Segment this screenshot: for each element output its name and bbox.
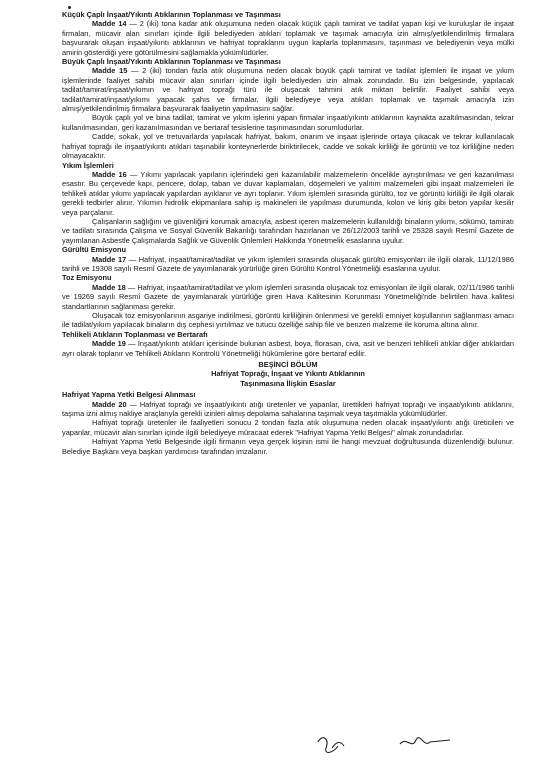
article-number: Madde 20 bbox=[92, 399, 127, 409]
paragraph bbox=[62, 113, 514, 132]
section-heading: Büyük Çaplı İnşaat/Yıkıntı Atıklarının Toplanması ve Taşınması bbox=[62, 57, 281, 67]
chapter-heading: BEŞİNCİ BÖLÜM bbox=[258, 360, 318, 370]
paragraph bbox=[62, 19, 514, 57]
paragraph-text: — Yıkımı yapılacak yapıların içlerindeki geri kazanılabilir malzemelerin öncelikle ayrıştırılması ve geri kazanılması esastır. Bu çerçevede kapı, pencere, dolap, taban ve duvar kaplamaları, döşemeleri ve yalıtım malzemeleri gibi inşaat malzemeleri ile tehlikeli atıklar yıkımı yapılacak yapılardan ayıklanır ve ayrı toplanır. Yıkım işlemleri sırasında gürültü, toz ve görüntü kirliliği ile ilgili olarak gerekli tedbirler alınır. Yıkımın hidrolik ekipmanlara sahip iş makineleri ile yapılması durumunda, kolon ve kiriş gibi beton yapılar kesilir veya parçalanır. bbox=[62, 169, 514, 217]
paragraph-text: — Hafriyat, inşaat/tamirat/tadilat ve yıkım işlemleri sırasında oluşacak toz emisyonları ile ilgili olarak, 02/11/1986 tarihli ve 19269 sayılı Resmî Gazete de yayımlanarak yürürlüğe giren Hava Kalitesinin Korunması Yönetmeliği'nde belirtilen hava kalitesi standartlarının sağlanması gerekir. bbox=[62, 282, 514, 311]
paragraph bbox=[62, 400, 514, 419]
paragraph bbox=[62, 418, 514, 437]
paragraph-text: Hafriyat Yapma Yetki Belgesinde ilgili firmanın veya gerçek kişinin ismi ile hangi mevzuat doğrultusunda düzenlendiği bulunur. Belediye Başkanı veya başkan yardımcısı tarafından imzalanır. bbox=[62, 437, 514, 456]
paragraph-text: Hafriyat toprağı üretenler ile faaliyetleri sonucu 2 tondan fazla atık oluşumuna neden olacak inşaat/yıkıntı atığı üreticileri ve yapanlar, mücavir alan sınırları içinde ilgili belediyeye müracaat ederek "Hafriyat Yapma Yetki Belgesi" almak zorundadırlar. bbox=[62, 418, 514, 437]
document-page bbox=[62, 10, 514, 456]
paragraph-text: Büyük çaplı yol ve bina tadilat, tamirat ve yıkım işlerini yapan firmalar inşaat/yıkıntı atıklarının kaynakta azaltılmasından, tekrar kullanılmasından, geri kazanılmasından ve bertaraf tesislerine taşınmasından sorumludurlar. bbox=[62, 113, 514, 132]
article-number: Madde 16 bbox=[92, 169, 127, 179]
paragraph bbox=[62, 170, 514, 217]
paragraph-text: — İnşaat/yıkıntı atıkları içerisinde bulunan asbest, boya, florasan, civa, asit ve benzeri tehlikeli atıklar diğer atıklardan ayrı olarak toplanır ve Tehlikeli Atıkların Kontrolü Yönetmeliği hükümlerine göre bertaraf edilir. bbox=[62, 339, 514, 358]
paragraph-text: — Hafriyat, inşaat/tamirat/tadilat ve yıkım işlemleri sırasında oluşacak gürültü emisyonları ile ilgili olarak, 11/12/1986 tarihli ve 19308 sayılı Resmî Gazete de yayımlanarak yürürlüğe giren Gürültü Kontrol Yönetmeliği esaslarına uyulur. bbox=[62, 254, 514, 273]
paragraph-text: Çalışanların sağlığını ve güvenliğini korumak amacıyla, asbest içeren malzemelerin kullanıldığı binaların yıkımı, sökümü, tamiratı ve tadilatı sırasında Çalışma ve Sosyal Güvenlik Bakanlığı tarafından hazırlanan ve 26/12/2003 tarihli ve 25328 sayılı Resmî Gazete de yayımlanan Asbestle Çalışmalarda Sağlık ve Güvenlik Önlemleri Hakkında Yönetmelik esaslarına uyulur. bbox=[62, 216, 514, 245]
paragraph-text: — Hafriyat toprağı ve inşaat/yıkıntı atığı üretenler ve yapanlar, ürettikleri hafriyat toprağı ve inşaat/yıkıntı atıklarını, taşıma izni almış nakliye araçlarıyla gerekli izinleri almış depolama sahalarına taşımak veya taşıtmakla yükümlüdürler. bbox=[62, 399, 514, 419]
article-number: Madde 17 bbox=[92, 254, 127, 264]
paragraph bbox=[62, 255, 514, 274]
chapter-heading: Hafriyat Toprağı, İnşaat ve Yıkıntı Atıklarının bbox=[211, 369, 365, 379]
chapter-heading: Taşınmasına İlişkin Esaslar bbox=[240, 378, 336, 388]
signature-right-icon bbox=[400, 738, 450, 744]
paragraph-text: — 2 (iki) tondan fazla atık oluşumuna neden olacak büyük çaplı tamirat ve tadilat işlemleri ile inşaat ve yıkım işlemlerinde faaliyet sahibi mücavir alan sınırları içinde ilgili belediyeden izin almak zorundadır. Bu izin belgesinde, yapılacak tadilat/tamirat/inşaat/yıkımın ve hafriyat toprağı türü ile oluşacak tahmini atık miktarı belirtilir. Faaliyet sahibi veya tadilat/tamirat/inşaat/yıkımı yapacak şahıs ve firmalar, ilgili belediyeye veya atıkları toplamak ve taşımak amacıyla izin almış/yetkilendirilmiş firmalara başvurarak faaliyetin yapılmasını sağlar. bbox=[62, 66, 514, 114]
section-heading: Hafriyat Yapma Yetki Belgesi Alınması bbox=[62, 390, 196, 400]
section-heading: Küçük Çaplı İnşaat/Yıkıntı Atıklarının Toplanması ve Taşınması bbox=[62, 10, 281, 19]
signature-left-icon bbox=[318, 738, 344, 753]
paragraph bbox=[62, 437, 514, 456]
paragraph bbox=[62, 132, 514, 160]
section-heading: Yıkım İşlemleri bbox=[62, 160, 114, 170]
scan-mark-dot bbox=[68, 6, 71, 9]
paragraph bbox=[62, 339, 514, 358]
paragraph-text: Oluşacak toz emisyonlarının asgariye indirilmesi, görüntü kirliliğinin önlenmesi ve gerekli emniyet koşullarının sağlanması amacı ile tadilat/yıkım yapılacak binaların dış cephesi yırtılmaz ve tutucu özelliğe sahip file ve benzeri malzeme ile koruma altına alınır. bbox=[62, 311, 514, 330]
article-number: Madde 14 bbox=[92, 19, 127, 29]
paragraph bbox=[62, 311, 514, 330]
paragraph bbox=[62, 283, 514, 311]
paragraph bbox=[62, 66, 514, 113]
section-heading: Tehlikeli Atıkların Toplanması ve Bertarafı bbox=[62, 329, 208, 339]
section-heading: Gürültü Emisyonu bbox=[62, 245, 127, 255]
paragraph bbox=[62, 217, 514, 245]
section-heading: Toz Emisyonu bbox=[62, 273, 112, 283]
paragraph-text: — 2 (iki) tona kadar atık oluşumuna neden olacak küçük çaplı tamirat ve tadilat yapan kişi ve kuruluşlar ile inşaat firmaları, mücavir alan sınırları içinde ilgili belediyeden atıkları toplamak ve taşımak amacıyla izin almış/yetkilendirilmiş firmalara başvurarak oluşan inşaat/yıkıntı atıklarının ve hafriyat topraklarını uygun kaplarla toplanmasını, taşınması ve belediyenin veya mülki amirin gösterdiği yere götürülmesini sağlamakla yükümlüdürler. bbox=[62, 19, 514, 57]
article-number: Madde 18 bbox=[92, 282, 126, 292]
article-number: Madde 15 bbox=[92, 66, 128, 76]
paragraph-text: Cadde, sokak, yol ve tretuvarlarda yapılacak hafriyat, bakım, onarım ve inşaat işlerinde ortaya çıkacak ve tekrar kullanılacak hafriyat toprağı ile inşaat/yıkıntı atıkları taşınabilir konteynerlerde biriktirilecek, cadde ve sokak kirliliği ile görüntü ve toz kirliliğine neden olmayacaktır. bbox=[62, 132, 514, 161]
article-number: Madde 19 bbox=[92, 339, 126, 349]
